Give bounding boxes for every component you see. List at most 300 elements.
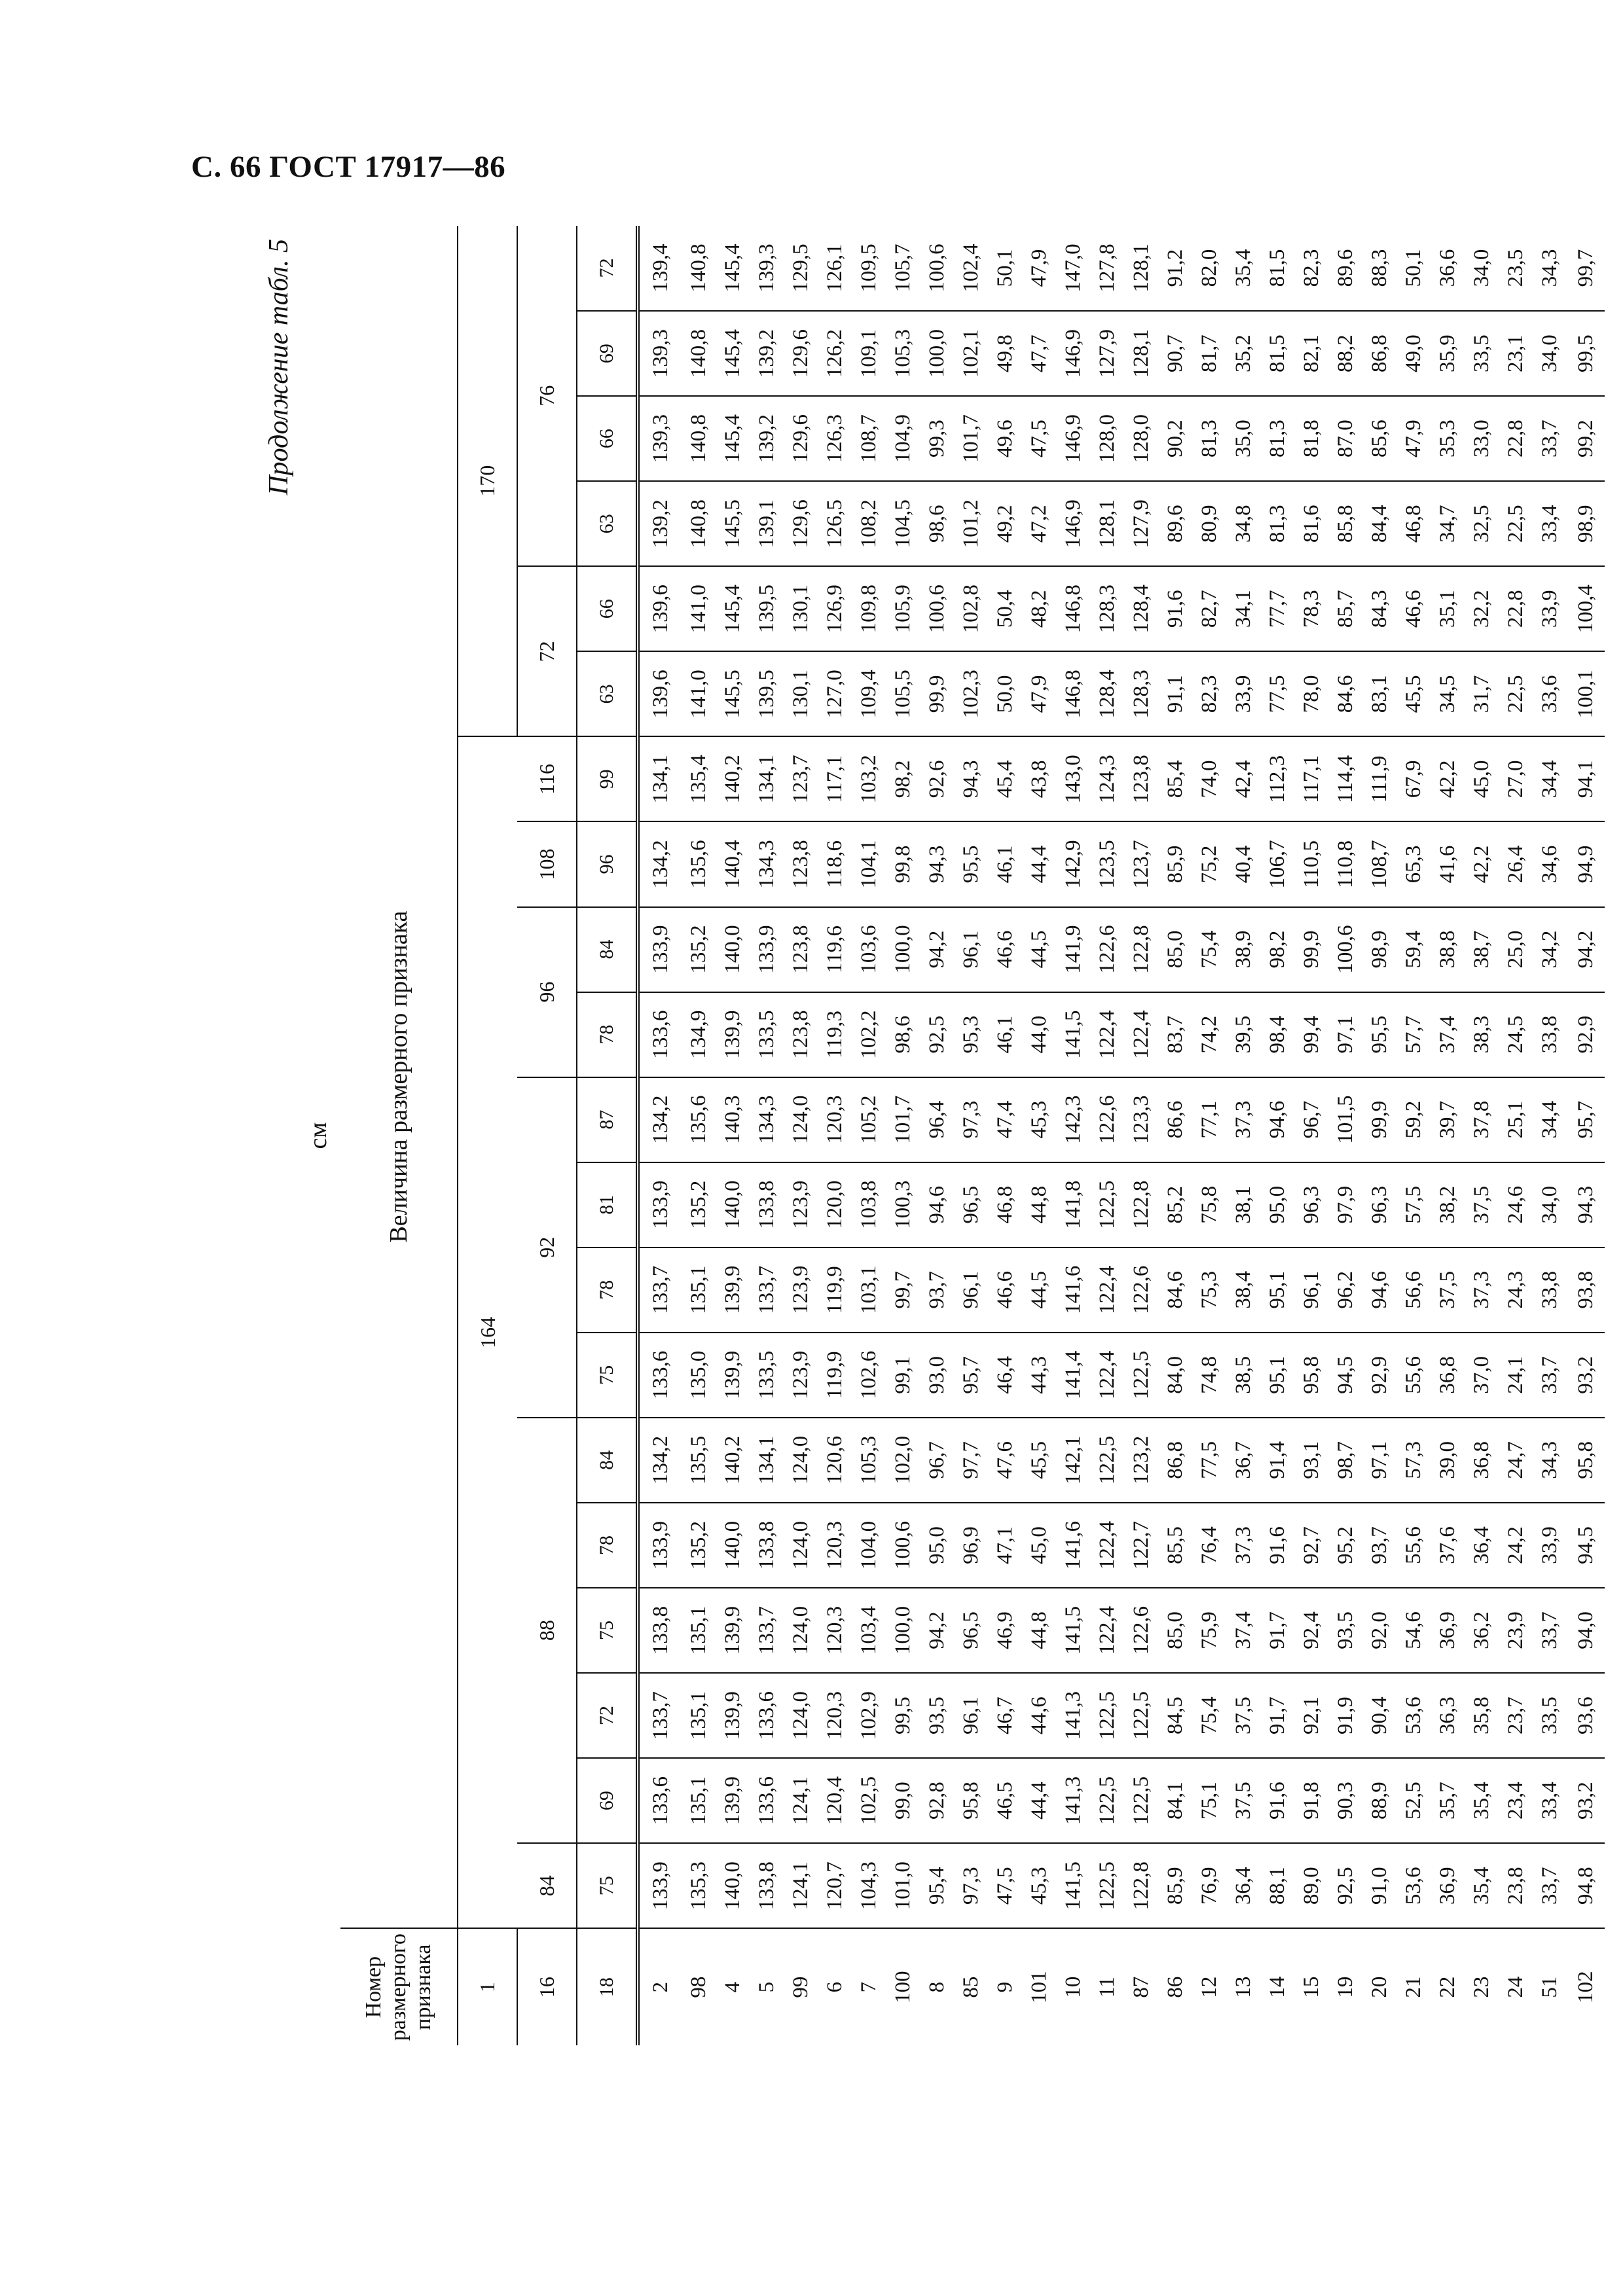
table-cell: 123,8 <box>784 907 818 992</box>
table-cell: 38,1 <box>1226 1162 1260 1247</box>
header-cell: 75 <box>577 1843 638 1928</box>
table-cell: 37,0 <box>1465 1333 1499 1418</box>
table-cell: 33,9 <box>1533 1503 1567 1588</box>
header-cell: 88 <box>517 1418 577 1843</box>
table-cell: 134,2 <box>638 821 682 906</box>
table-cell: 32,5 <box>1465 481 1499 566</box>
table-cell: 92,6 <box>920 736 954 821</box>
table-cell: 92,7 <box>1294 1503 1328 1588</box>
table-cell: 78,3 <box>1294 566 1328 651</box>
table-cell: 141,5 <box>1056 992 1090 1077</box>
table-cell: 24,5 <box>1499 992 1533 1077</box>
row-id-cell: 9 <box>993 1981 1017 1993</box>
table-cell: 54,6 <box>1396 1588 1431 1673</box>
table-cell: 135,4 <box>682 736 716 821</box>
table-cell: 133,5 <box>750 992 784 1077</box>
table-cell: 91,6 <box>1260 1758 1294 1843</box>
table-cell: 104,1 <box>852 821 886 906</box>
page-header: С. 66 ГОСТ 17917—86 <box>191 150 506 184</box>
table-cell: 46,6 <box>1396 566 1431 651</box>
table-cell: 48,2 <box>1022 566 1056 651</box>
table-row <box>954 226 988 2045</box>
table-cell: 124,0 <box>784 1077 818 1162</box>
table-cell: 47,9 <box>1396 396 1431 481</box>
table-cell: 122,5 <box>1124 1673 1158 1758</box>
table-cell: 147,0 <box>1056 226 1090 311</box>
table-row <box>1431 226 1465 2045</box>
table-cell: 127,0 <box>818 651 852 736</box>
table-cell: 91,6 <box>1158 566 1192 651</box>
table-cell: 37,5 <box>1465 1162 1499 1247</box>
table-cell: 139,2 <box>750 396 784 481</box>
table-cell: 93,7 <box>920 1247 954 1333</box>
table-cell: 94,6 <box>920 1162 954 1247</box>
table-cell: 122,5 <box>1090 1162 1124 1247</box>
table-cell: 33,5 <box>1533 1673 1567 1758</box>
table-cell: 85,2 <box>1158 1162 1192 1247</box>
table-cell: 78,0 <box>1294 651 1328 736</box>
row-id-cell: 85 <box>959 1976 983 1998</box>
table-cell: 96,2 <box>1328 1247 1362 1333</box>
table-cell: 84,3 <box>1362 566 1396 651</box>
table-cell: 34,0 <box>1533 311 1567 396</box>
header-cell: 99 <box>577 736 638 821</box>
table-cell: 94,9 <box>1567 821 1605 906</box>
table-cell: 104,3 <box>852 1843 886 1928</box>
row-id-cell: 7 <box>857 1981 881 1993</box>
header-cell: 63 <box>577 481 638 566</box>
table-cell: 95,1 <box>1260 1247 1294 1333</box>
table-cell: 106,7 <box>1260 821 1294 906</box>
table-cell: 45,0 <box>1022 1503 1056 1588</box>
table-cell: 81,6 <box>1294 481 1328 566</box>
table-cell: 75,4 <box>1192 907 1226 992</box>
table-cell: 126,5 <box>818 481 852 566</box>
table-cell: 140,8 <box>682 311 716 396</box>
table-cell: 46,6 <box>988 1247 1022 1333</box>
table-cell: 44,5 <box>1022 907 1056 992</box>
table-cell: 89,6 <box>1158 481 1192 566</box>
table-cell: 77,5 <box>1260 651 1294 736</box>
header-cell: 84 <box>577 907 638 992</box>
table-cell: 98,9 <box>1362 907 1396 992</box>
table-cell: 140,0 <box>716 1162 750 1247</box>
table-cell: 133,6 <box>638 992 682 1077</box>
table-cell: 95,8 <box>1567 1418 1605 1503</box>
table-row <box>1294 226 1328 2045</box>
table-cell: 45,4 <box>988 736 1022 821</box>
table-cell: 59,4 <box>1396 907 1431 992</box>
table-cell: 92,5 <box>1328 1843 1362 1928</box>
table-cell: 139,9 <box>716 1758 750 1843</box>
table-cell: 94,8 <box>1567 1843 1605 1928</box>
table-cell: 75,1 <box>1192 1758 1226 1843</box>
table-cell: 134,2 <box>638 1077 682 1162</box>
table-cell: 75,2 <box>1192 821 1226 906</box>
table-cell: 33,8 <box>1533 1247 1567 1333</box>
table-cell: 96,1 <box>1294 1247 1328 1333</box>
table-cell: 90,2 <box>1158 396 1192 481</box>
table-cell: 124,1 <box>784 1843 818 1928</box>
table-cell: 140,2 <box>716 736 750 821</box>
table-cell: 120,7 <box>818 1843 852 1928</box>
table-cell: 36,9 <box>1431 1843 1465 1928</box>
table-cell: 139,5 <box>750 651 784 736</box>
table-cell: 139,2 <box>638 481 682 566</box>
table-cell: 38,9 <box>1226 907 1260 992</box>
table-cell: 99,5 <box>1567 311 1605 396</box>
row-id-cell: 86 <box>1163 1976 1187 1998</box>
table-cell: 122,6 <box>1124 1247 1158 1333</box>
table-cell: 126,3 <box>818 396 852 481</box>
table-cell: 104,9 <box>886 396 920 481</box>
table-cell: 122,6 <box>1090 907 1124 992</box>
table-cell: 34,1 <box>1226 566 1260 651</box>
table-cell: 34,6 <box>1533 821 1567 906</box>
table-cell: 123,8 <box>784 992 818 1077</box>
table-cell: 95,0 <box>1260 1162 1294 1247</box>
table-cell: 105,3 <box>852 1418 886 1503</box>
table-cell: 133,9 <box>638 1843 682 1928</box>
header-cell: 72 <box>517 566 577 736</box>
table-cell: 94,2 <box>1567 907 1605 992</box>
table-cell: 36,3 <box>1431 1673 1465 1758</box>
table-cell: 75,8 <box>1192 1162 1226 1247</box>
table-row <box>1533 226 1567 2045</box>
table-cell: 139,3 <box>638 396 682 481</box>
table-cell: 100,0 <box>886 1588 920 1673</box>
table-cell: 56,6 <box>1396 1247 1431 1333</box>
table-cell: 24,7 <box>1499 1418 1533 1503</box>
table-cell: 88,2 <box>1328 311 1362 396</box>
row-id-cell: 12 <box>1197 1976 1221 1998</box>
table-row <box>920 226 954 2045</box>
table-cell: 133,9 <box>638 1162 682 1247</box>
table-cell: 120,3 <box>818 1503 852 1588</box>
table-cell: 43,8 <box>1022 736 1056 821</box>
table-cell: 134,2 <box>638 1418 682 1503</box>
row-id-cell: 102 <box>1574 1971 1597 2003</box>
table-cell: 55,6 <box>1396 1503 1431 1588</box>
table-cell: 33,5 <box>1465 311 1499 396</box>
table-cell: 133,6 <box>638 1333 682 1418</box>
table-cell: 122,8 <box>1124 907 1158 992</box>
table-cell: 103,8 <box>852 1162 886 1247</box>
table-cell: 95,3 <box>954 992 988 1077</box>
table-cell: 47,7 <box>1022 311 1056 396</box>
table-cell: 101,0 <box>886 1843 920 1928</box>
row-id-cell: 6 <box>823 1981 847 1993</box>
table-cell: 85,4 <box>1158 736 1192 821</box>
header-cell: 69 <box>577 311 638 396</box>
table-cell: 141,5 <box>1056 1843 1090 1928</box>
table-cell: 99,2 <box>1567 396 1605 481</box>
table-cell: 118,6 <box>818 821 852 906</box>
table-cell: 96,3 <box>1362 1162 1396 1247</box>
table-cell: 101,2 <box>954 481 988 566</box>
table-cell: 105,7 <box>886 226 920 311</box>
table-cell: 81,3 <box>1260 396 1294 481</box>
table-cell: 99,9 <box>1362 1077 1396 1162</box>
table-cell: 46,4 <box>988 1333 1022 1418</box>
table-cell: 95,8 <box>1294 1333 1328 1418</box>
table-cell: 135,1 <box>682 1758 716 1843</box>
table-cell: 86,8 <box>1362 311 1396 396</box>
table-cell: 119,9 <box>818 1333 852 1418</box>
table-cell: 140,0 <box>716 907 750 992</box>
table-cell: 94,6 <box>1362 1247 1396 1333</box>
table-cell: 128,3 <box>1124 651 1158 736</box>
table-cell: 135,3 <box>682 1843 716 1928</box>
table-cell: 133,6 <box>750 1758 784 1843</box>
table-cell: 133,6 <box>750 1673 784 1758</box>
table-cell: 145,4 <box>716 311 750 396</box>
table-cell: 120,0 <box>818 1162 852 1247</box>
table-cell: 135,0 <box>682 1333 716 1418</box>
table-row <box>750 226 784 2045</box>
table-cell: 47,9 <box>1022 226 1056 311</box>
table-cell: 85,7 <box>1328 566 1362 651</box>
table-cell: 91,8 <box>1294 1758 1328 1843</box>
table-cell: 75,9 <box>1192 1588 1226 1673</box>
table-cell: 47,2 <box>1022 481 1056 566</box>
table-cell: 34,7 <box>1431 481 1465 566</box>
table-cell: 122,5 <box>1090 1843 1124 1928</box>
table-cell: 134,1 <box>750 736 784 821</box>
header-cell: 69 <box>577 1758 638 1843</box>
table-cell: 34,5 <box>1431 651 1465 736</box>
table-cell: 40,4 <box>1226 821 1260 906</box>
header-cell: 63 <box>577 651 638 736</box>
table-cell: 41,6 <box>1431 821 1465 906</box>
header-cell: 96 <box>577 821 638 906</box>
table-cell: 99,7 <box>1567 226 1605 311</box>
table-cell: 80,9 <box>1192 481 1226 566</box>
table-cell: 92,1 <box>1294 1673 1328 1758</box>
table-cell: 128,0 <box>1090 396 1124 481</box>
table-cell: 122,6 <box>1124 1588 1158 1673</box>
table-cell: 99,4 <box>1294 992 1328 1077</box>
table-cell: 22,8 <box>1499 396 1533 481</box>
table-cell: 146,8 <box>1056 566 1090 651</box>
table-cell: 99,9 <box>920 651 954 736</box>
table-cell: 98,2 <box>1260 907 1294 992</box>
table-cell: 96,1 <box>954 1247 988 1333</box>
table-cell: 142,3 <box>1056 1077 1090 1162</box>
table-cell: 128,1 <box>1124 311 1158 396</box>
table-cell: 89,0 <box>1294 1843 1328 1928</box>
table-cell: 128,4 <box>1124 566 1158 651</box>
table-cell: 109,1 <box>852 311 886 396</box>
table-cell: 33,9 <box>1533 566 1567 651</box>
table-cell: 34,4 <box>1533 1077 1567 1162</box>
table-cell: 139,9 <box>716 1333 750 1418</box>
table-cell: 33,0 <box>1465 396 1499 481</box>
table-cell: 74,2 <box>1192 992 1226 1077</box>
table-cell: 122,5 <box>1090 1418 1124 1503</box>
table-cell: 145,4 <box>716 226 750 311</box>
table-cell: 82,0 <box>1192 226 1226 311</box>
table-cell: 85,8 <box>1328 481 1362 566</box>
table-cell: 135,6 <box>682 821 716 906</box>
table-cell: 42,4 <box>1226 736 1260 821</box>
table-cell: 46,5 <box>988 1758 1022 1843</box>
table-cell: 140,8 <box>682 226 716 311</box>
table-cell: 50,1 <box>988 226 1022 311</box>
table-cell: 110,8 <box>1328 821 1362 906</box>
table-cell: 75,4 <box>1192 1673 1226 1758</box>
table-cell: 93,1 <box>1294 1418 1328 1503</box>
table-cell: 23,5 <box>1499 226 1533 311</box>
table-cell: 88,1 <box>1260 1843 1294 1928</box>
table-cell: 133,8 <box>750 1843 784 1928</box>
table-cell: 133,8 <box>638 1588 682 1673</box>
table-cell: 98,4 <box>1260 992 1294 1077</box>
row-id-cell: 2 <box>649 1981 672 1993</box>
header-cell: 1 <box>458 1928 517 2045</box>
table-cell: 25,1 <box>1499 1077 1533 1162</box>
table-cell: 85,0 <box>1158 1588 1192 1673</box>
table-cell: 23,9 <box>1499 1588 1533 1673</box>
table-cell: 44,5 <box>1022 1247 1056 1333</box>
table-cell: 122,4 <box>1090 1588 1124 1673</box>
header-cell: 78 <box>577 992 638 1077</box>
table-cell: 36,6 <box>1431 226 1465 311</box>
table-cell: 110,5 <box>1294 821 1328 906</box>
table-cell: 87,0 <box>1328 396 1362 481</box>
table-cell: 99,8 <box>886 821 920 906</box>
table-cell: 143,0 <box>1056 736 1090 821</box>
header-cell: 116 <box>517 736 577 821</box>
header-cell: 72 <box>577 1673 638 1758</box>
table-cell: 57,5 <box>1396 1162 1431 1247</box>
table-cell: 145,4 <box>716 396 750 481</box>
table-cell: 101,7 <box>954 396 988 481</box>
table-row <box>1260 226 1294 2045</box>
table-cell: 33,7 <box>1533 1333 1567 1418</box>
table-cell: 122,4 <box>1090 1503 1124 1588</box>
table-cell: 103,6 <box>852 907 886 992</box>
row-id-cell: 51 <box>1538 1976 1561 1998</box>
table-cell: 128,1 <box>1090 481 1124 566</box>
table-cell: 123,9 <box>784 1333 818 1418</box>
table-cell: 102,2 <box>852 992 886 1077</box>
table-cell: 38,2 <box>1431 1162 1465 1247</box>
table-row <box>1158 226 1192 2045</box>
table-cell: 133,6 <box>638 1758 682 1843</box>
table-cell: 139,6 <box>638 651 682 736</box>
table-cell: 93,5 <box>920 1673 954 1758</box>
header-cell: 78 <box>577 1503 638 1588</box>
table-cell: 37,3 <box>1226 1077 1260 1162</box>
header-cell: 84 <box>517 1843 577 1928</box>
table-cell: 33,8 <box>1533 992 1567 1077</box>
table-cell: 77,7 <box>1260 566 1294 651</box>
table-cell: 95,7 <box>1567 1077 1605 1162</box>
table-cell: 95,1 <box>1260 1333 1294 1418</box>
table-cell: 34,3 <box>1533 1418 1567 1503</box>
table-cell: 37,5 <box>1226 1673 1260 1758</box>
table-cell: 124,0 <box>784 1588 818 1673</box>
table-cell: 140,4 <box>716 821 750 906</box>
header-cell: 92 <box>517 1077 577 1418</box>
header-cell: 72 <box>577 226 638 311</box>
table-cell: 141,6 <box>1056 1247 1090 1333</box>
table-cell: 35,2 <box>1226 311 1260 396</box>
table-cell: 67,9 <box>1396 736 1431 821</box>
row-id-cell: 15 <box>1300 1976 1323 1998</box>
table-row <box>682 226 716 2045</box>
table-cell: 93,2 <box>1567 1758 1605 1843</box>
table-row <box>852 226 886 2045</box>
table-cell: 97,3 <box>954 1077 988 1162</box>
table-row <box>1396 226 1431 2045</box>
header-cell: 96 <box>517 907 577 1077</box>
table-cell: 133,7 <box>638 1247 682 1333</box>
table-cell: 124,0 <box>784 1503 818 1588</box>
table-cell: 36,4 <box>1465 1503 1499 1588</box>
table-cell: 96,1 <box>954 1673 988 1758</box>
table-cell: 139,9 <box>716 1247 750 1333</box>
table-cell: 57,3 <box>1396 1418 1431 1503</box>
table-cell: 123,7 <box>784 736 818 821</box>
table-cell: 34,4 <box>1533 736 1567 821</box>
table-cell: 84,4 <box>1362 481 1396 566</box>
table-cell: 122,4 <box>1090 1247 1124 1333</box>
table-row <box>1192 226 1226 2045</box>
table-cell: 145,4 <box>716 566 750 651</box>
table-cell: 36,2 <box>1465 1588 1499 1673</box>
table-cell: 124,3 <box>1090 736 1124 821</box>
table-cell: 92,9 <box>1567 992 1605 1077</box>
table-cell: 46,7 <box>988 1673 1022 1758</box>
table-cell: 123,3 <box>1124 1077 1158 1162</box>
table-cell: 77,1 <box>1192 1077 1226 1162</box>
table-cell: 102,6 <box>852 1333 886 1418</box>
table-cell: 36,8 <box>1431 1333 1465 1418</box>
row-id-cell: 101 <box>1027 1971 1051 2003</box>
table-cell: 128,4 <box>1090 651 1124 736</box>
table-row <box>784 226 818 2045</box>
table-cell: 126,9 <box>818 566 852 651</box>
table-cell: 99,5 <box>886 1673 920 1758</box>
table-cell: 95,7 <box>954 1333 988 1418</box>
table-cell: 36,8 <box>1465 1418 1499 1503</box>
table-cell: 133,8 <box>750 1503 784 1588</box>
table-cell: 122,6 <box>1090 1077 1124 1162</box>
table-cell: 102,8 <box>954 566 988 651</box>
table-cell: 133,9 <box>638 1503 682 1588</box>
table-cell: 49,2 <box>988 481 1022 566</box>
table-cell: 99,7 <box>886 1247 920 1333</box>
table-cell: 122,5 <box>1090 1758 1124 1843</box>
table-cell: 38,4 <box>1226 1247 1260 1333</box>
table-cell: 94,2 <box>920 907 954 992</box>
table-cell: 102,0 <box>886 1418 920 1503</box>
table-cell: 97,3 <box>954 1843 988 1928</box>
table-cell: 46,6 <box>988 907 1022 992</box>
table-cell: 35,8 <box>1465 1673 1499 1758</box>
table-cell: 95,2 <box>1328 1503 1362 1588</box>
table-cell: 90,7 <box>1158 311 1192 396</box>
header-cell: 108 <box>517 821 577 906</box>
table-cell: 52,5 <box>1396 1758 1431 1843</box>
table-cell: 123,2 <box>1124 1418 1158 1503</box>
table-cell: 24,3 <box>1499 1247 1533 1333</box>
table-cell: 44,8 <box>1022 1588 1056 1673</box>
table-cell: 120,3 <box>818 1077 852 1162</box>
table-cell: 82,7 <box>1192 566 1226 651</box>
